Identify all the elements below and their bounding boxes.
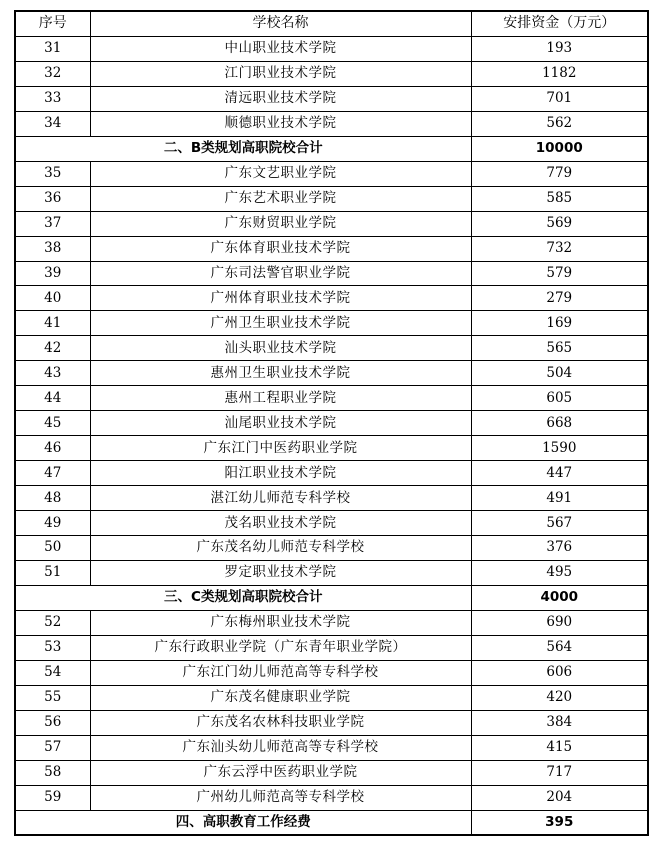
cell-school-name: 江门职业技术学院 [90, 61, 471, 86]
table-row [15, 311, 648, 336]
cell-school-name: 惠州工程职业学院 [90, 386, 471, 411]
cell-amount: 376 [471, 536, 648, 561]
table-row [15, 186, 648, 211]
header-seq: 序号 [15, 11, 90, 36]
cell-school-name: 茂名职业技术学院 [90, 511, 471, 536]
cell-seq: 36 [15, 186, 90, 211]
cell-amount: 279 [471, 286, 648, 311]
table-row [15, 785, 648, 810]
cell-seq: 33 [15, 86, 90, 111]
table-row [15, 286, 648, 311]
cell-school-name: 广东江门幼儿师范高等专科学校 [90, 660, 471, 685]
table-row [15, 361, 648, 386]
cell-amount: 193 [471, 36, 648, 61]
cell-amount: 204 [471, 785, 648, 810]
cell-school-name: 广东茂名幼儿师范专科学校 [90, 536, 471, 561]
table-row [15, 61, 648, 86]
cell-school-name: 惠州卫生职业技术学院 [90, 361, 471, 386]
cell-school-name: 广东茂名健康职业学院 [90, 685, 471, 710]
cell-amount: 579 [471, 261, 648, 286]
cell-amount: 585 [471, 186, 648, 211]
cell-amount: 701 [471, 86, 648, 111]
cell-school-name: 广东司法警官职业学院 [90, 261, 471, 286]
cell-school-name: 广东文艺职业学院 [90, 161, 471, 186]
cell-seq: 56 [15, 710, 90, 735]
table-row [15, 411, 648, 436]
cell-amount: 565 [471, 336, 648, 361]
subtotal-label: 三、C类规划高职院校合计 [15, 585, 471, 610]
cell-seq: 41 [15, 311, 90, 336]
table-row [15, 710, 648, 735]
cell-seq: 37 [15, 211, 90, 236]
subtotal-row [15, 810, 648, 835]
cell-amount: 779 [471, 161, 648, 186]
cell-amount: 606 [471, 660, 648, 685]
cell-seq: 57 [15, 735, 90, 760]
cell-seq: 59 [15, 785, 90, 810]
cell-school-name: 阳江职业技术学院 [90, 461, 471, 486]
subtotal-amount: 4000 [471, 585, 648, 610]
cell-amount: 605 [471, 386, 648, 411]
table-row [15, 36, 648, 61]
cell-school-name: 罗定职业技术学院 [90, 560, 471, 585]
table-row [15, 486, 648, 511]
cell-seq: 45 [15, 411, 90, 436]
cell-amount: 169 [471, 311, 648, 336]
cell-seq: 55 [15, 685, 90, 710]
cell-school-name: 汕头职业技术学院 [90, 336, 471, 361]
table-row [15, 336, 648, 361]
table-row [15, 660, 648, 685]
cell-seq: 40 [15, 286, 90, 311]
cell-amount: 447 [471, 461, 648, 486]
cell-school-name: 广东体育职业技术学院 [90, 236, 471, 261]
cell-amount: 384 [471, 710, 648, 735]
cell-seq: 49 [15, 511, 90, 536]
cell-school-name: 顺德职业技术学院 [90, 111, 471, 136]
cell-amount: 569 [471, 211, 648, 236]
subtotal-amount: 10000 [471, 136, 648, 161]
cell-school-name: 广东茂名农林科技职业学院 [90, 710, 471, 735]
cell-school-name: 广东汕头幼儿师范高等专科学校 [90, 735, 471, 760]
cell-school-name: 清远职业技术学院 [90, 86, 471, 111]
table-row [15, 261, 648, 286]
table-row [15, 685, 648, 710]
table-row [15, 735, 648, 760]
cell-school-name: 广东艺术职业学院 [90, 186, 471, 211]
subtotal-amount: 395 [471, 810, 648, 835]
cell-seq: 43 [15, 361, 90, 386]
subtotal-label: 二、B类规划高职院校合计 [15, 136, 471, 161]
cell-amount: 1590 [471, 436, 648, 461]
cell-seq: 42 [15, 336, 90, 361]
table-row [15, 86, 648, 111]
table-row [15, 511, 648, 536]
table-row [15, 211, 648, 236]
cell-amount: 567 [471, 511, 648, 536]
subtotal-label: 四、高职教育工作经费 [15, 810, 471, 835]
table-row [15, 635, 648, 660]
table-row [15, 386, 648, 411]
cell-amount: 504 [471, 361, 648, 386]
cell-seq: 34 [15, 111, 90, 136]
table-row [15, 610, 648, 635]
cell-seq: 58 [15, 760, 90, 785]
cell-school-name: 广东财贸职业学院 [90, 211, 471, 236]
cell-amount: 495 [471, 560, 648, 585]
cell-amount: 1182 [471, 61, 648, 86]
cell-school-name: 广州体育职业技术学院 [90, 286, 471, 311]
cell-seq: 48 [15, 486, 90, 511]
cell-amount: 564 [471, 635, 648, 660]
cell-amount: 415 [471, 735, 648, 760]
table-body [15, 36, 648, 835]
table-row [15, 236, 648, 261]
table-row [15, 161, 648, 186]
cell-school-name: 广州幼儿师范高等专科学校 [90, 785, 471, 810]
subtotal-row [15, 136, 648, 161]
subtotal-row [15, 585, 648, 610]
cell-amount: 491 [471, 486, 648, 511]
cell-seq: 51 [15, 560, 90, 585]
cell-seq: 46 [15, 436, 90, 461]
table-header-row [15, 11, 648, 36]
cell-seq: 35 [15, 161, 90, 186]
cell-seq: 44 [15, 386, 90, 411]
cell-seq: 32 [15, 61, 90, 86]
header-amount: 安排资金（万元） [471, 11, 648, 36]
table-row [15, 760, 648, 785]
cell-seq: 38 [15, 236, 90, 261]
cell-seq: 53 [15, 635, 90, 660]
cell-seq: 54 [15, 660, 90, 685]
cell-school-name: 汕尾职业技术学院 [90, 411, 471, 436]
cell-seq: 47 [15, 461, 90, 486]
cell-amount: 420 [471, 685, 648, 710]
cell-seq: 52 [15, 610, 90, 635]
cell-school-name: 广州卫生职业技术学院 [90, 311, 471, 336]
table-row [15, 436, 648, 461]
table-row [15, 111, 648, 136]
cell-school-name: 广东云浮中医药职业学院 [90, 760, 471, 785]
cell-school-name: 中山职业技术学院 [90, 36, 471, 61]
header-school: 学校名称 [90, 11, 471, 36]
cell-school-name: 广东梅州职业技术学院 [90, 610, 471, 635]
table-row [15, 560, 648, 585]
cell-seq: 31 [15, 36, 90, 61]
funding-table [14, 10, 649, 836]
cell-seq: 50 [15, 536, 90, 561]
cell-amount: 732 [471, 236, 648, 261]
cell-amount: 562 [471, 111, 648, 136]
cell-school-name: 湛江幼儿师范专科学校 [90, 486, 471, 511]
cell-amount: 668 [471, 411, 648, 436]
cell-amount: 717 [471, 760, 648, 785]
cell-seq: 39 [15, 261, 90, 286]
table-row [15, 461, 648, 486]
cell-school-name: 广东行政职业学院（广东青年职业学院） [90, 635, 471, 660]
cell-amount: 690 [471, 610, 648, 635]
cell-school-name: 广东江门中医药职业学院 [90, 436, 471, 461]
table-row [15, 536, 648, 561]
